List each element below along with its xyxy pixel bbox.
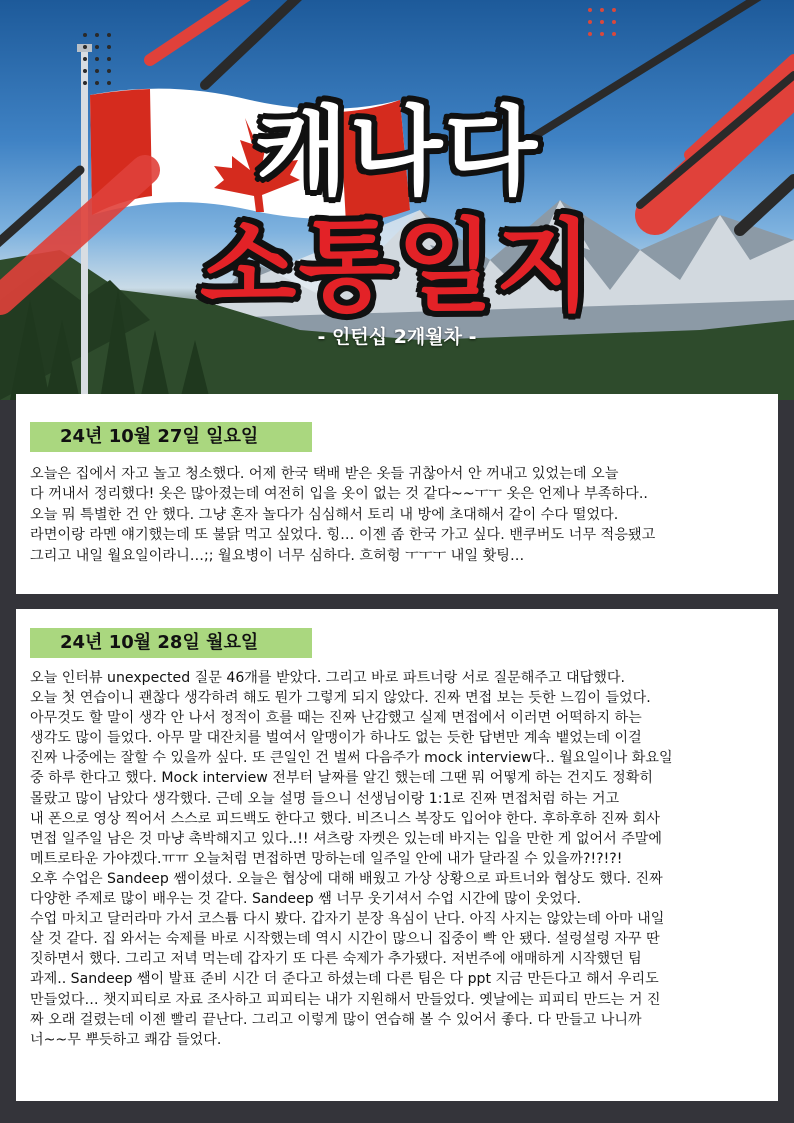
title-line-1: 캐나다 xyxy=(254,96,540,208)
entry-date: 24년 10월 27일 일요일 xyxy=(30,422,312,452)
diary-entry-2 xyxy=(16,609,778,1101)
subtitle: - 인턴십 2개월차 - xyxy=(317,326,477,348)
entry-date: 24년 10월 28일 월요일 xyxy=(30,628,312,658)
header-banner xyxy=(0,0,794,400)
diary-entry-1 xyxy=(16,394,778,594)
entry-text: 오늘 인터뷰 unexpected 질문 46개를 받았다. 그리고 바로 파트너랑 서로 질문해주고 대답했다. 오늘 첫 연습이니 괜찮다 생각하려 해도 뭔가 그렇게 되지 않았다. 진짜 면접 보는 듯한 느낌이 들었다. 아무것도 할 말이 생각 안 나서 정적이 흐를 때는 진짜 난감했고 실제 면접에서 이러면 어떡하지 하는 생각도 많이 들었다. 아무 말 대잔치를 벌여서 알맹이가 하나도 없는 듯한 답변만 계속 뱉었는데 이걸 진짜 나중에는 잘할 수 있을까 싶다. 또 큰일인 건 벌써 다음주가 mock interview다.. 월요일이나 화요일 중 하루 한다고 했다. Mock interview 전부터 날짜를 알긴 했는데 그땐 뭐 어떻게 하는 건지도 정확히 몰랐고 많이 남았다 생각했다. 근데 오늘 설명 들으니 선생님이랑 1:1로 진짜 면접처럼 하는 거고 내 폰으로 영상 찍어서 스스로 피드백도 한다고 했다. 비즈니스 복장도 입어야 한다. 후하후하 진짜 회사 면접 일주일 남은 것 마냥 촉박해지고 있다..!! 셔츠랑 자켓은 있는데 바지는 입을 만한 게 없어서 주말에 메트로타운 가야겠다.ㅠㅠ 오늘처럼 면접하면 망하는데 일주일 안에 내가 달라질 수 있을까?!?!?! 오후 수업은 Sandeep 쌤이셨다. 오늘은 협상에 대해 배웠고 가상 상황으로 파트너와 협상도 했다. 진짜 다양한 주제로 많이 배우는 것 같다. Sandeep 쌤 너무 웃기셔서 수업 시간에 많이 웃었다. 수업 마치고 달러라마 가서 코스튬 다시 봤다. 갑자기 분장 욕심이 난다. 아직 사지는 않았는데 아마 내일 살 것 같다. 집 와서는 숙제를 바로 시작했는데 역시 시간이 많으니 집중이 빡 안 됐다. 설렁설렁 자꾸 딴 짓하면서 했다. 그리고 저녁 먹는데 갑자기 또 다른 숙제가 추가됐다. 저번주에 애매하게 시작했던 팀 과제.. Sandeep 쌤이 발표 준비 시간 더 준다고 하셨는데 다른 팀은 다 ppt 지금 만든다고 해서 우리도 만들었다… 챗지피티로 자료 조사하고 피피티는 내가 지원해서 만들었다. 옛날에는 피피티 만드는 거 진 짜 오래 걸렸는데 이젠 빨리 끝난다. 그리고 이렇게 많이 연습해 볼 수 있어서 좋다. 다 만들고 나니까 너~~무 뿌듯하고 쾌감 들었다. xyxy=(30,670,673,1048)
title-line-2: 소통일지 xyxy=(199,208,595,325)
entry-text: 오늘은 집에서 자고 놀고 청소했다. 어제 한국 택배 받은 옷들 귀찮아서 안 꺼내고 있었는데 오늘 다 꺼내서 정리했다! 옷은 많아졌는데 여전히 입을 옷이 없는 것 같다~~ㅜㅜ 옷은 언제나 부족하다.. 오늘 뭐 특별한 건 안 했다. 그냥 혼자 놀다가 심심해서 토리 내 방에 초대해서 같이 수다 떨었다. 라면이랑 라멘 얘기했는데 또 불닭 먹고 싶었다. 힝… 이젠 좀 한국 가고 싶다. 밴쿠버도 너무 적응됐고 그리고 내일 월요일이라니…;; 월요병이 너무 심하다. 흐허헝 ㅜㅜㅜ 내일 홧팅… xyxy=(30,466,656,564)
